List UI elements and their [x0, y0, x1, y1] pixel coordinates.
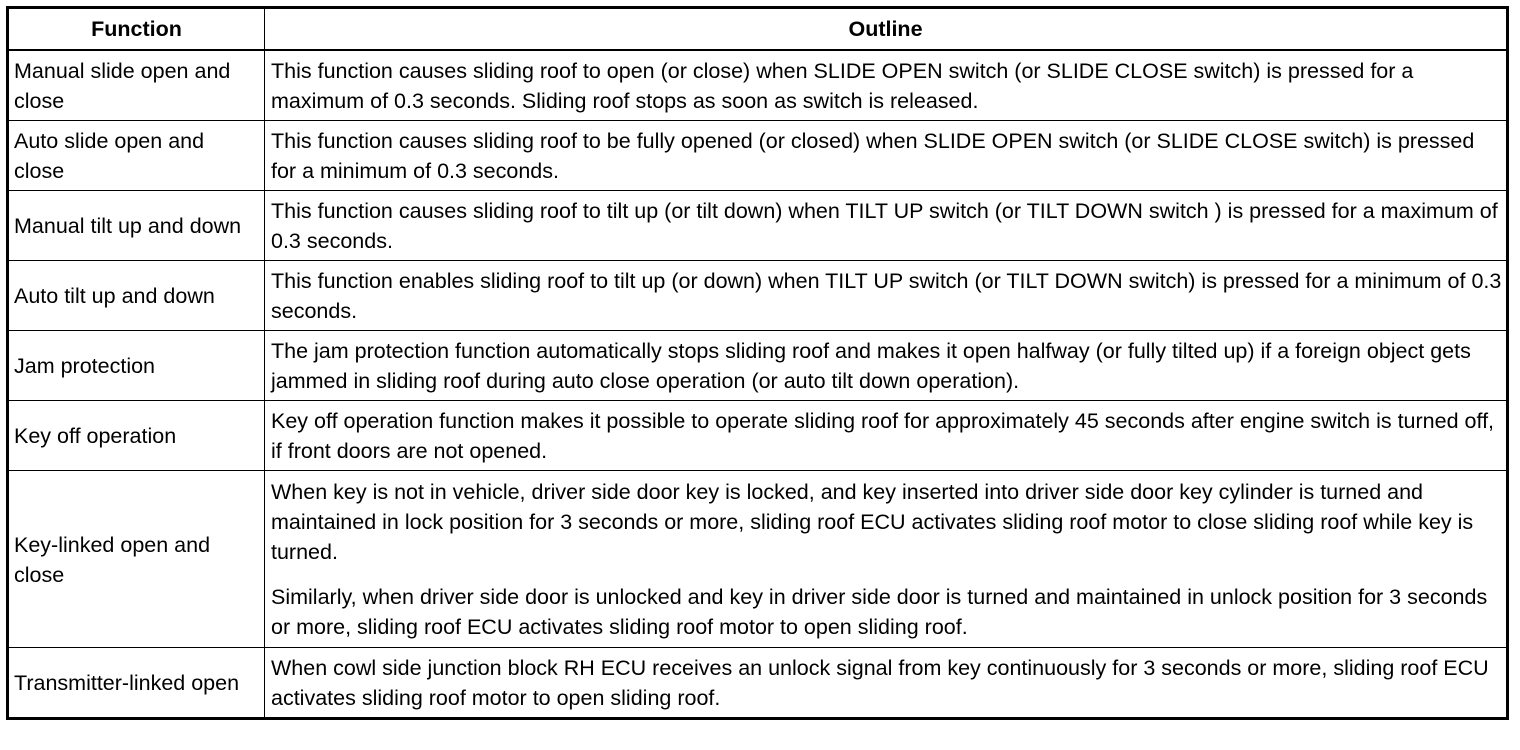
table-row [8, 471, 1508, 648]
outline-text: When key is not in vehicle, driver side door key is locked, and key inserted into driver side door key cylinder is turned and maintained in lock position for 3 seconds or more, sliding roof ECU activates sliding roof motor to close sliding roof while key is turned. [271, 480, 1474, 564]
outline-cell [265, 50, 1508, 121]
outline-text: The jam protection function automatically stops sliding roof and makes it open halfway (or fully tilted up) if a foreign object gets jammed in sliding roof during auto close operation (or auto tilt down operation). [271, 339, 1471, 393]
table-header-row [8, 8, 1508, 51]
table-row [8, 191, 1508, 261]
outline-cell [265, 121, 1508, 191]
function-cell: Key off operation [8, 401, 265, 471]
outline-cell [265, 191, 1508, 261]
table-row [8, 50, 1508, 121]
outline-text: Similarly, when driver side door is unlocked and key in driver side door is turned and maintained in unlock position for 3 seconds or more, sliding roof ECU activates sliding roof motor to open sliding roof. [271, 585, 1488, 639]
outline-cell [265, 471, 1508, 648]
function-outline-table [6, 6, 1509, 720]
table-row [8, 261, 1508, 331]
table-row [8, 401, 1508, 471]
function-cell: Manual tilt up and down [8, 191, 265, 261]
outline-cell [265, 648, 1508, 719]
outline-cell [265, 331, 1508, 401]
function-outline-table-container [6, 6, 1509, 720]
outline-text: When cowl side junction block RH ECU receives an unlock signal from key continuously for 3 seconds or more, sliding roof ECU activates sliding roof motor to open sliding roof. [271, 656, 1489, 710]
table-row [8, 648, 1508, 719]
outline-text: Key off operation function makes it possible to operate sliding roof for approximately 45 seconds after engine switch is turned off, if front doors are not opened. [271, 409, 1495, 463]
outline-text: This function causes sliding roof to open (or close) when SLIDE OPEN switch (or SLIDE CLOSE switch) is pressed for a maximum of 0.3 seconds. Sliding roof stops as soon as switch is released. [271, 59, 1414, 113]
table-row [8, 121, 1508, 191]
function-cell: Key-linked open and close [8, 471, 265, 648]
function-cell: Auto tilt up and down [8, 261, 265, 331]
function-cell: Auto slide open and close [8, 121, 265, 191]
table-row [8, 331, 1508, 401]
outline-text: This function causes sliding roof to tilt up (or tilt down) when TILT UP switch (or TILT DOWN switch ) is pressed for a maximum of 0.3 seconds. [271, 199, 1498, 253]
outline-cell [265, 401, 1508, 471]
column-header-outline: Outline [265, 8, 1508, 51]
outline-text: This function enables sliding roof to tilt up (or down) when TILT UP switch (or TILT DOWN switch) is pressed for a minimum of 0.3 seconds. [271, 269, 1502, 323]
function-cell: Jam protection [8, 331, 265, 401]
outline-cell [265, 261, 1508, 331]
function-cell: Manual slide open and close [8, 50, 265, 121]
column-header-function: Function [8, 8, 265, 51]
outline-text: This function causes sliding roof to be fully opened (or closed) when SLIDE OPEN switch (or SLIDE CLOSE switch) is pressed for a minimum of 0.3 seconds. [271, 129, 1475, 183]
function-cell: Transmitter-linked open [8, 648, 265, 719]
